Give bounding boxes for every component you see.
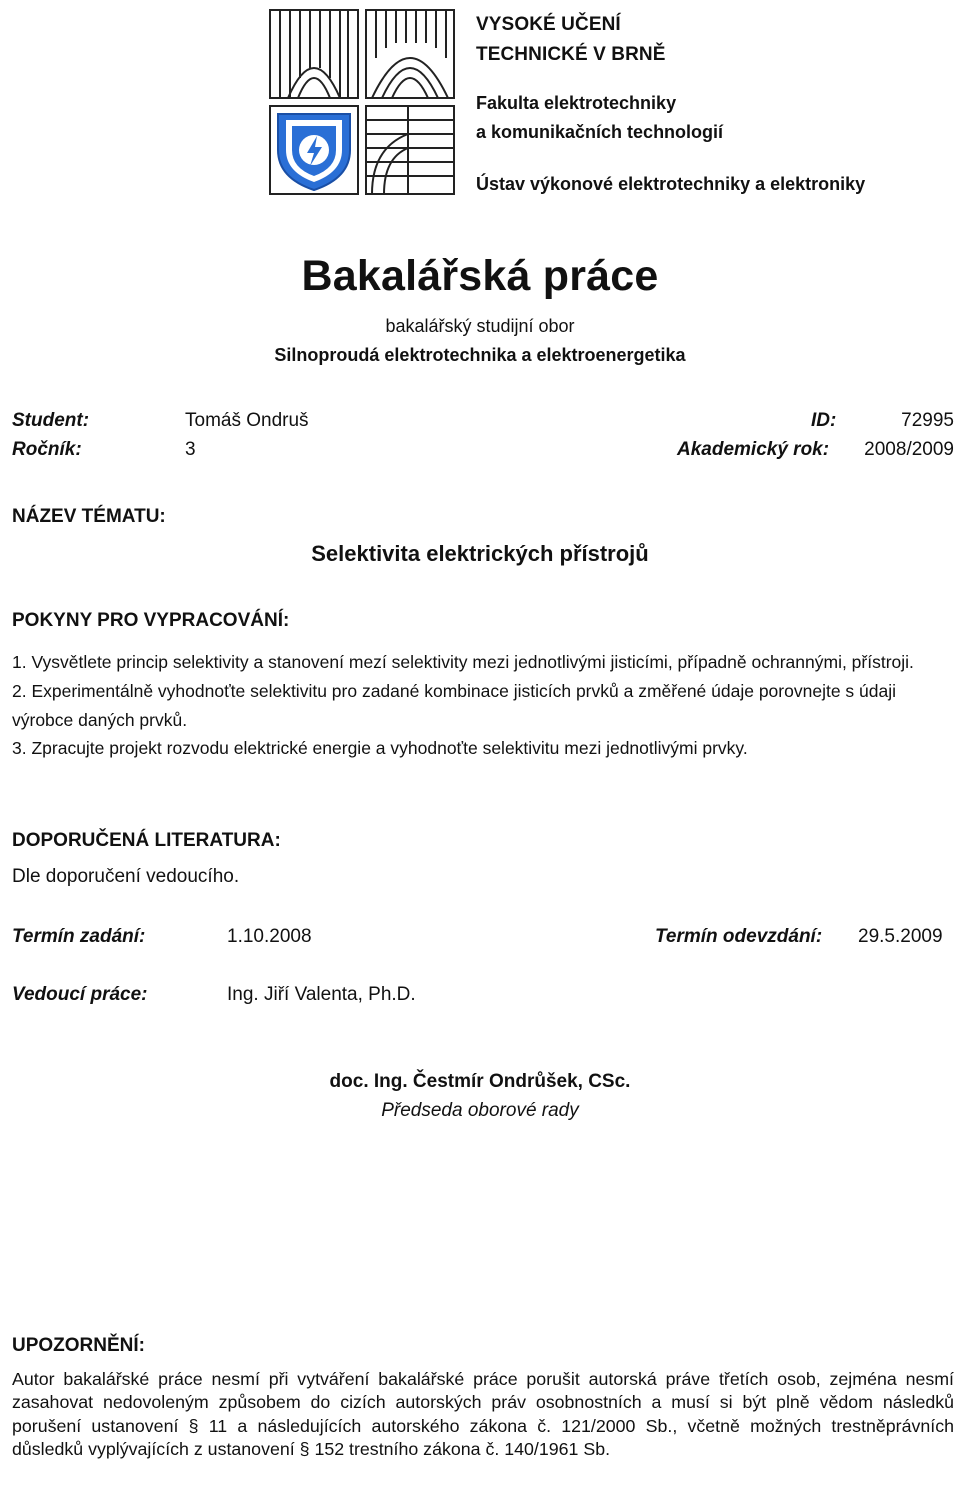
academic-year-value: 2008/2009 bbox=[864, 439, 954, 460]
instructions-list bbox=[12, 648, 932, 763]
university-line2: TECHNICKÉ V BRNĚ bbox=[476, 44, 666, 65]
university-line1: VYSOKÉ UČENÍ bbox=[476, 14, 621, 35]
supervisor-label: Vedoucí práce: bbox=[12, 984, 148, 1005]
academic-year-label: Akademický rok: bbox=[677, 439, 830, 460]
faculty-line2: a komunikačních technologií bbox=[476, 122, 724, 142]
instruction-item: 2. Experimentálně vyhodnoťte selektivitu pro zadané kombinace jisticích prvků a změřené údaje porovnejte s údaji výrobce daných prvků. bbox=[12, 680, 896, 730]
assigned-date-value: 1.10.2008 bbox=[227, 926, 312, 947]
page-title: Bakalářská práce bbox=[301, 252, 659, 300]
instruction-item: 3. Zpracujte projekt rozvodu elektrické energie a vyhodnoťte selektivitu mezi jednotlivými prvky. bbox=[12, 738, 748, 759]
faculty-name bbox=[476, 89, 723, 147]
study-program: Silnoproudá elektrotechnika a elektroenergetika bbox=[274, 345, 686, 365]
study-field-label: bakalářský studijní obor bbox=[385, 316, 575, 336]
instructions-heading: POKYNY PRO VYPRACOVÁNÍ: bbox=[12, 610, 290, 631]
due-date-value: 29.5.2009 bbox=[858, 926, 943, 947]
notice-heading: UPOZORNĚNÍ: bbox=[12, 1335, 145, 1356]
assigned-date-label: Termín zadání: bbox=[12, 926, 146, 947]
id-label: ID: bbox=[811, 410, 837, 431]
literature-heading: DOPORUČENÁ LITERATURA: bbox=[12, 830, 281, 851]
literature-text: Dle doporučení vedoucího. bbox=[12, 866, 240, 887]
year-label: Ročník: bbox=[12, 439, 82, 460]
instruction-item: 1. Vysvětlete princip selektivity a stanovení mezí selektivity mezi jednotlivými jisticími, případně ochrannými, přístroji. bbox=[12, 652, 914, 672]
due-date-label: Termín odevzdání: bbox=[655, 926, 823, 947]
year-value: 3 bbox=[185, 439, 196, 460]
topic-title: Selektivita elektrických přístrojů bbox=[311, 541, 649, 566]
chair-role: Předseda oborové rady bbox=[381, 1100, 579, 1121]
topic-heading: NÁZEV TÉMATU: bbox=[12, 506, 166, 527]
vut-logo-icon bbox=[268, 8, 458, 198]
institute-name: Ústav výkonové elektrotechniky a elektroniky bbox=[476, 174, 866, 194]
faculty-line1: Fakulta elektrotechniky bbox=[476, 93, 677, 113]
student-value: Tomáš Ondruš bbox=[185, 410, 309, 431]
supervisor-value: Ing. Jiří Valenta, Ph.D. bbox=[227, 984, 416, 1005]
university-name bbox=[476, 10, 666, 70]
notice-text: Autor bakalářské práce nesmí při vytváření bakalářské práce porušit autorská práve třetích osob, zejména nesmí zasahovat nedovoleným způsobem do cizích autorských práv osobnostních a musí si být plně vědom následků porušení ustanovení § 11 a následujících autorského zákona č. 121/2000 Sb., včetně možných trestněprávních důsledků vyplývajících z ustanovení § 152 trestního zákona č. 140/1961 Sb. bbox=[12, 1369, 954, 1460]
id-value: 72995 bbox=[901, 410, 954, 431]
student-label: Student: bbox=[12, 410, 90, 431]
chair-name: doc. Ing. Čestmír Ondrůšek, CSc. bbox=[329, 1071, 631, 1092]
